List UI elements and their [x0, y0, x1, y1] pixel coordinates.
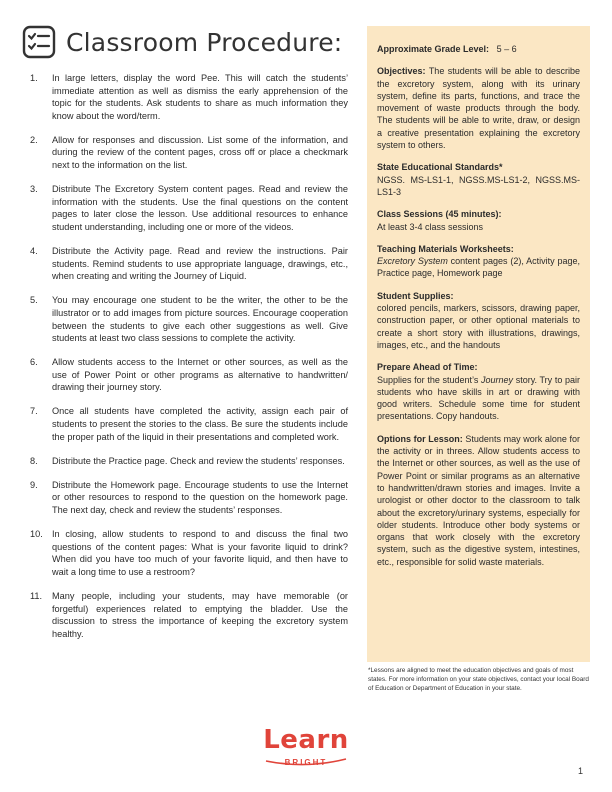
grade-level-label: Approximate Grade Level:	[377, 44, 490, 54]
objectives-label: Objectives:	[377, 66, 426, 77]
standards-text: NGSS. MS-LS1-1, NGSS.MS-LS1-2, NGSS.MS-LS1-3	[377, 174, 580, 197]
supplies-text: colored pencils, markers, scissors, drawing paper, construction paper, or other optional materials to create a short story with illustrations, drawings, images, etc., and the handouts	[377, 303, 580, 350]
page-number: 1	[578, 766, 584, 776]
logo-main-text: Learn	[263, 725, 349, 755]
procedure-steps	[30, 72, 348, 640]
materials-section	[377, 243, 580, 280]
materials-text: content pages (2), Activity page, Practice page, Homework page	[377, 256, 581, 279]
supplies-section	[377, 290, 580, 351]
step-number: 10.	[30, 529, 43, 540]
step-item	[30, 405, 348, 443]
step-number: 9.	[30, 479, 38, 490]
step-text: In large letters, display the word Pee. This will catch the students’ immediate attention as well as dismiss the early apprehension of the topic for the students. Ask students to share as much information they know about the word/term.	[52, 73, 348, 121]
step-number: 6.	[30, 357, 38, 368]
step-text: Once all students have completed the activity, assign each pair of students to present the stories to the class. Be sure the students include the proper path of the liquid in their presentations and completed work.	[52, 406, 348, 442]
step-text: Allow students access to the Internet or other sources, as well as the use of Power Point or other programs as alternative to handwritten/ drawing their journey story.	[52, 357, 348, 393]
step-item	[30, 455, 348, 468]
step-item	[30, 134, 348, 172]
step-item	[30, 479, 348, 517]
objectives-text: The students will be able to describe the excretory system, along with its urinary system, define its parts, functions, and trace the movement of waste products through the body. The students will be able to write, draw, or design a creative presentation explaining the excretory system to others.	[377, 66, 580, 151]
standards-section	[377, 161, 580, 198]
step-text: You may encourage one student to be the writer, the other to be the illustrator or to add images from picture sources. Encourage cooperation between the students to give each other suggestions as well. Give students at least two class sessions to complete the activity.	[52, 295, 348, 344]
procedure-column	[30, 72, 348, 652]
prepare-section	[377, 361, 580, 422]
step-item	[30, 183, 348, 233]
step-text: Distribute the Homework page. Encourage students to use the Internet or other resources to respond to the question on the homework page. The next day, check and review the students’ responses.	[52, 479, 348, 516]
grade-level-section	[377, 43, 580, 55]
prepare-italic: Journey	[481, 374, 514, 385]
options-section	[377, 433, 580, 568]
options-label: Options for Lesson:	[377, 433, 463, 444]
sessions-label: Class Sessions (45 minutes):	[377, 209, 502, 220]
step-number: 8.	[30, 455, 38, 466]
step-item	[30, 294, 348, 344]
step-item	[30, 528, 348, 578]
step-number: 1.	[30, 73, 38, 83]
options-text: Students may work alone for the activity or in threes. Allow students access to the Internet or other sources, as well as the use of Power Point or similar programs as an alternative to handwritten/drawn stories and images. Invite a urologist or other doctor to the classroom to talk about the excretory/urinary systems, especially for older students. Introduce other body systems or organs that work closely with the excretory system, such as the digestive system, intestines, etc., responsible for solid waste materials.	[377, 433, 581, 567]
step-number: 3.	[30, 184, 38, 195]
grade-level-value: 5 – 6	[496, 44, 517, 54]
checklist-icon	[22, 25, 56, 59]
step-text: Many people, including your students, may have memorable (or forgetful) experiences related to emptying the bladder. Use the discussion to stress the importance of keeping the excretory system healthy.	[52, 591, 348, 639]
materials-label: Teaching Materials Worksheets:	[377, 243, 514, 254]
page-title: Classroom Procedure:	[66, 27, 343, 57]
standards-label: State Educational Standards*	[377, 162, 503, 173]
learn-bright-logo	[258, 725, 354, 775]
step-item	[30, 590, 348, 640]
step-text: In closing, allow students to respond to and discuss the final two questions of the content pages: What is your favorite liquid to drink? When did you have too much of your favorite liquid, and then have to wait a long time to use a restroom?	[52, 529, 348, 577]
materials-italic: Excretory System	[377, 256, 448, 267]
step-item	[30, 356, 348, 394]
prepare-pre: Supplies for the student’s	[377, 374, 482, 385]
prepare-text: story. Try to pair students who have skills in art or drawing with good writers. Schedule some time for student presentations. Copy handouts.	[377, 374, 580, 422]
step-text: Distribute the Activity page. Read and review the instructions. Pair students. Remind students to use appropriate language, drawings, etc., when creating and writing the Journey of Liquid.	[52, 246, 348, 282]
sessions-section	[377, 208, 580, 233]
step-number: 2.	[30, 134, 38, 145]
lesson-info-sidebar	[367, 26, 590, 662]
step-number: 11.	[30, 591, 43, 601]
step-text: Distribute The Excretory System content pages. Read and review the information with the students. Use the final questions on the content pages to later close the lesson. Use additional resources to enhance student understanding, including one or more of the videos.	[52, 184, 348, 232]
step-number: 7.	[30, 406, 38, 417]
header	[22, 20, 342, 64]
sessions-text: At least 3-4 class sessions	[377, 221, 484, 232]
supplies-label: Student Supplies:	[377, 290, 454, 301]
step-item	[30, 245, 348, 283]
step-text: Allow for responses and discussion. List some of the information, and during the review of the content pages, cross off or place a checkmark next to the information on the list.	[52, 134, 348, 171]
step-text: Distribute the Practice page. Check and review the students’ responses.	[52, 455, 345, 466]
step-number: 4.	[30, 246, 38, 257]
step-number: 5.	[30, 295, 38, 306]
step-item	[30, 72, 348, 122]
objectives-section	[377, 65, 580, 151]
logo-sub-text: BRIGHT	[284, 758, 328, 767]
standards-footnote: *Lessons are aligned to meet the education objectives and goals of most states. For more information on your state objectives, contact your local Board of Education or Department of Education in your state.	[368, 667, 589, 692]
prepare-label: Prepare Ahead of Time:	[377, 362, 478, 373]
